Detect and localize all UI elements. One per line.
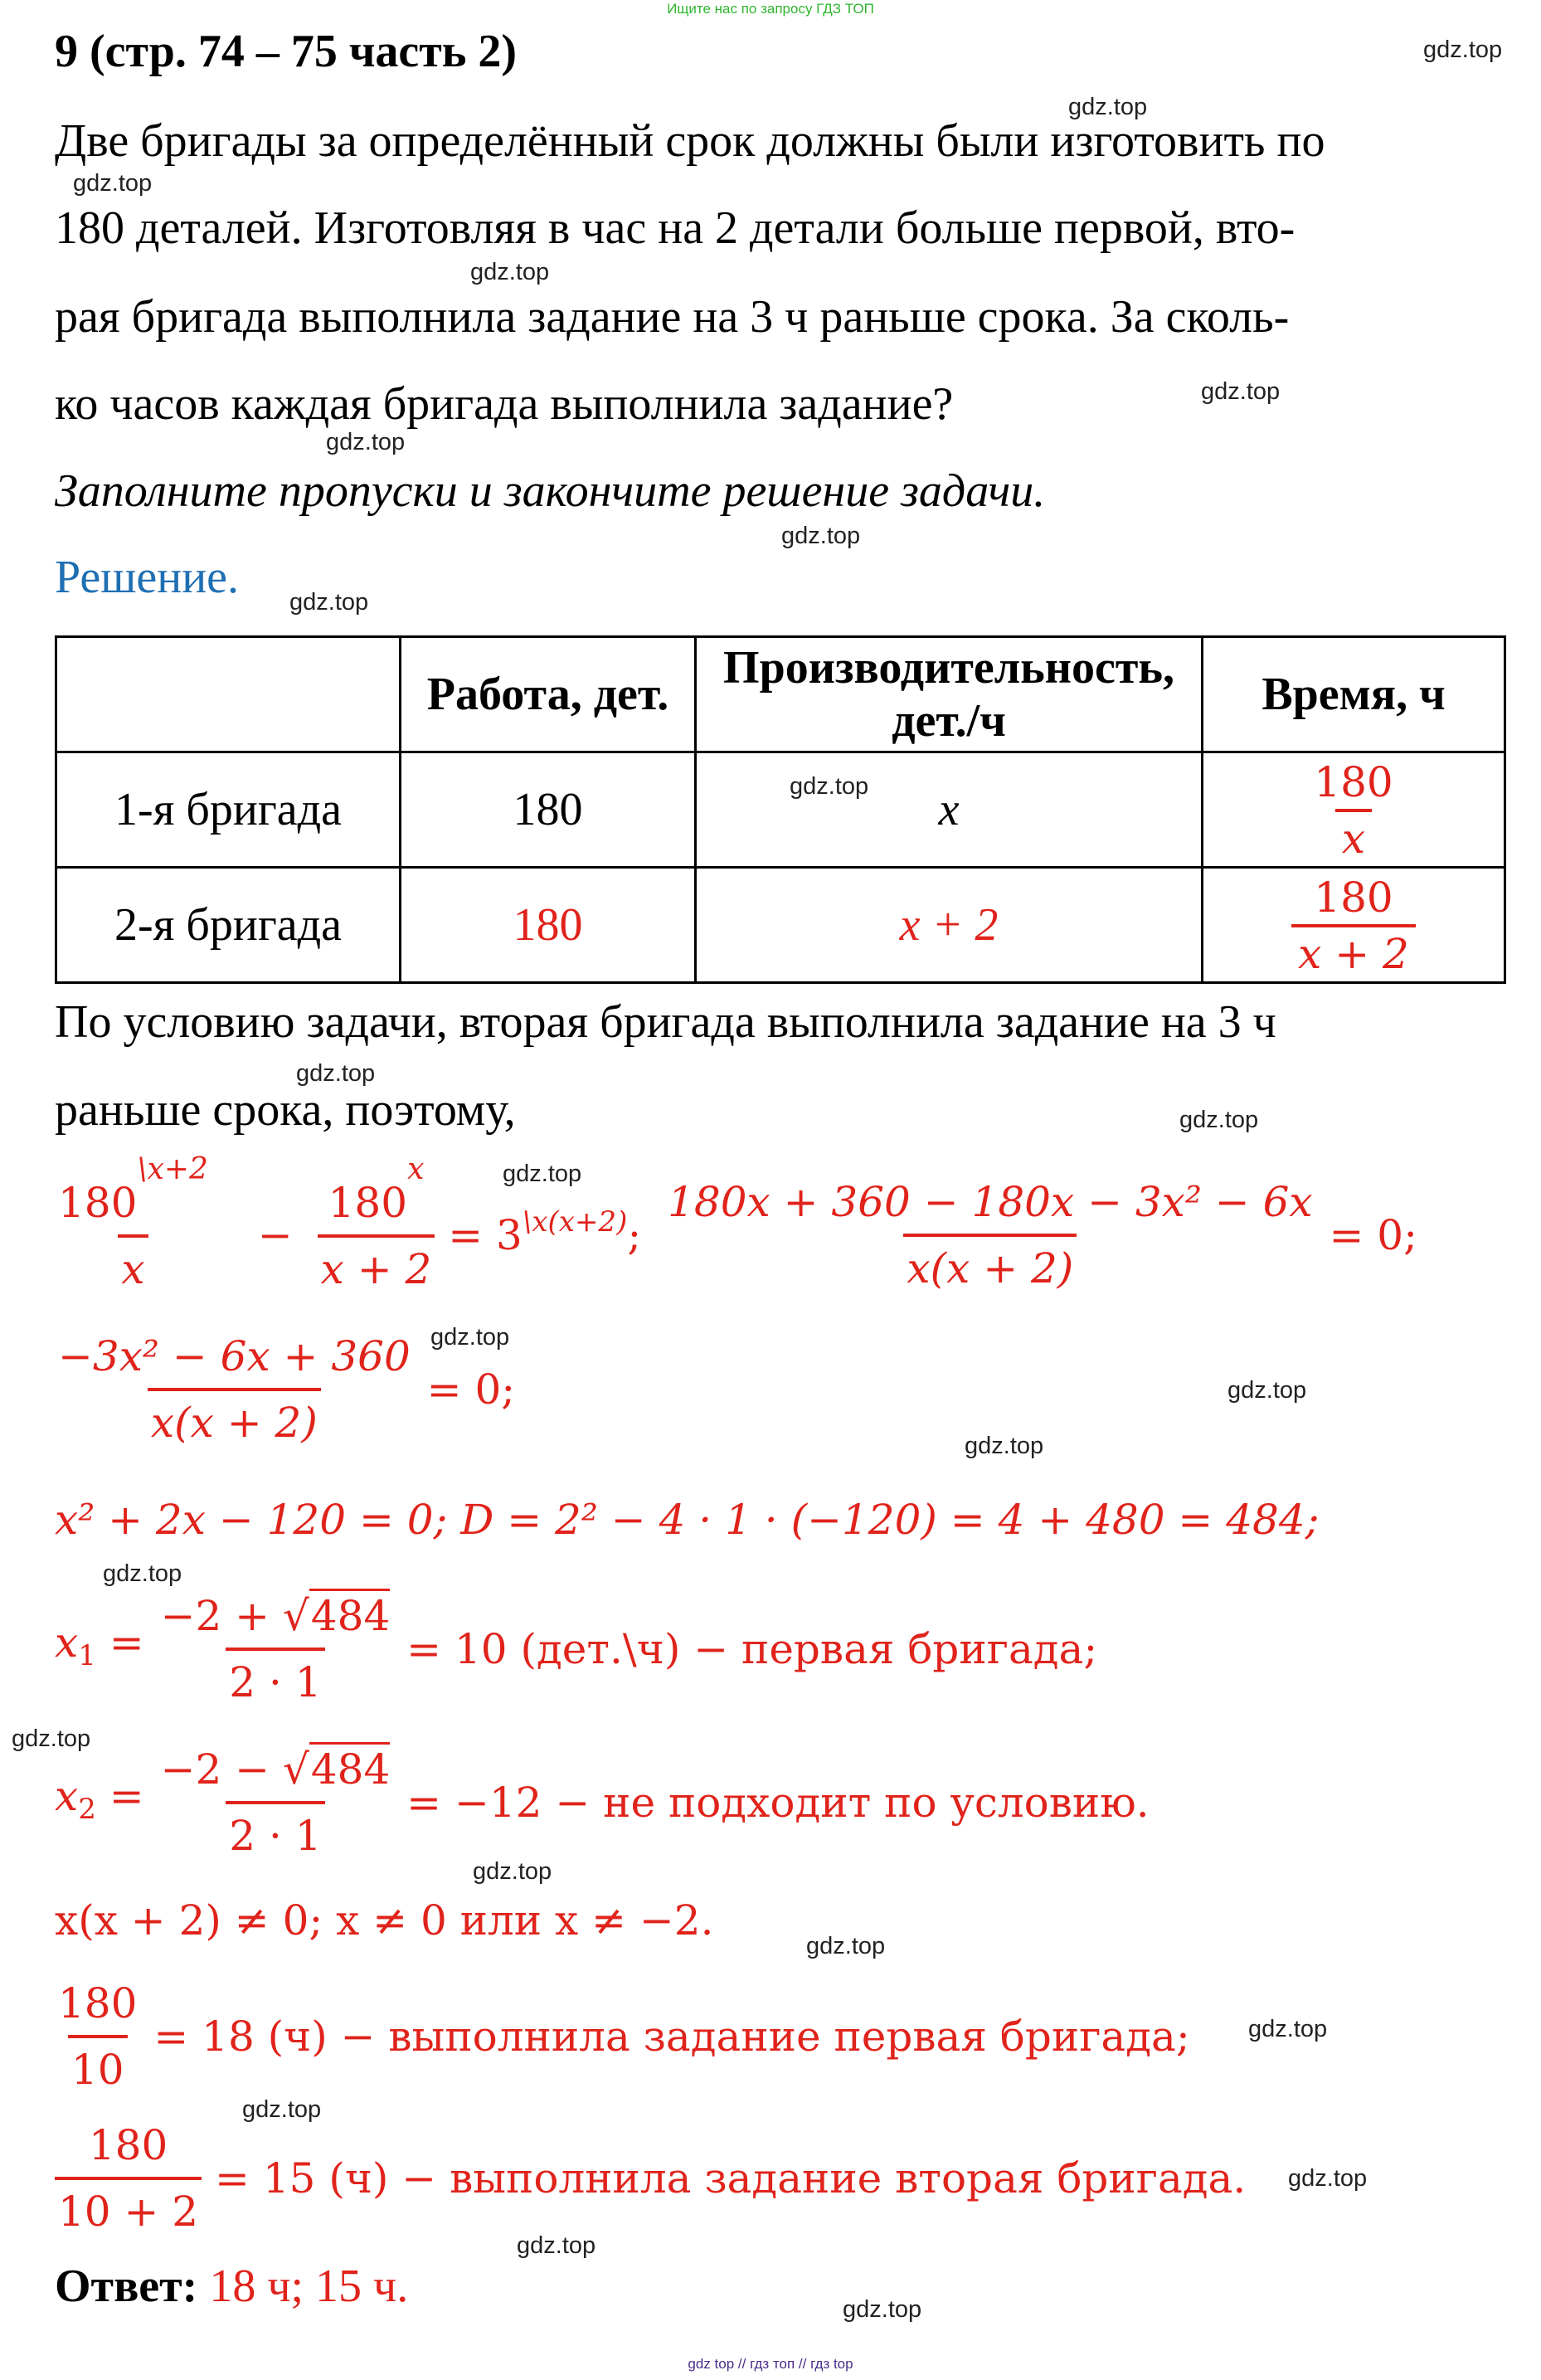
- eq4-num: −2 + √484: [158, 1584, 394, 1648]
- condition-line-2: раньше срока, поэтому,: [55, 1084, 516, 1136]
- eq4-eq: =: [109, 1618, 144, 1667]
- watermark: gdz.top: [326, 429, 406, 455]
- eq1-fraction-1: [55, 1152, 211, 1301]
- problem-line-2: 180 деталей. Изготовляя в час на 2 детали больше первой, вто-: [55, 202, 1296, 254]
- eq4-num-a: −2 +: [160, 1592, 283, 1640]
- watermark: gdz.top: [103, 1560, 182, 1587]
- eq7-tail: = 18 (ч) − выполнила задание первая бригада;: [153, 2013, 1190, 2061]
- table-header-work: [401, 637, 696, 752]
- watermark: gdz.top: [430, 1324, 510, 1351]
- row1-time-fraction: [1307, 756, 1399, 865]
- eq1-f2-den: x + 2: [318, 1234, 435, 1301]
- eq2-num: −3x² − 6x + 360: [58, 1332, 411, 1380]
- row2-time-fraction: [1291, 871, 1416, 981]
- eq1-exp: \x(x+2): [522, 1205, 628, 1239]
- instruction: Заполните пропуски и закончите решение задачи.: [55, 465, 1046, 517]
- header-time-label: Время, ч: [1261, 669, 1446, 720]
- eq8-fraction: [55, 2114, 202, 2243]
- row2-time-den: x + 2: [1291, 924, 1416, 981]
- eq5-sub: 2: [78, 1793, 96, 1826]
- row1-name: 1-я бригада: [56, 752, 401, 868]
- eq1-tail: = 0;: [1329, 1211, 1417, 1259]
- watermark: gdz.top: [503, 1161, 582, 1187]
- row2-name: 2-я бригада: [56, 868, 401, 983]
- data-table: [55, 635, 1506, 984]
- watermark: gdz.top: [1201, 378, 1281, 405]
- eq1-rhs: [448, 1205, 642, 1259]
- table-row: [56, 868, 1505, 983]
- eq1-f2-num: [325, 1152, 428, 1234]
- row2-time-num: 180: [1314, 873, 1393, 922]
- eq5-fraction: [158, 1738, 394, 1867]
- equation-1: [55, 1152, 1417, 1301]
- eq5-num: −2 − √484: [158, 1738, 394, 1801]
- eq8-tail: = 15 (ч) − выполнила задание вторая бригада.: [215, 2154, 1247, 2202]
- eq8-num: 180: [88, 2121, 168, 2169]
- eq1-f3-den: x(x + 2): [903, 1234, 1077, 1300]
- watermark: gdz.top: [1227, 1377, 1307, 1404]
- eq1-f1-num: [55, 1152, 211, 1234]
- eq5-eq: =: [109, 1772, 144, 1820]
- eq1-f3-num: 180x + 360 − 180x − 3x² − 6x: [668, 1178, 1313, 1226]
- eq5-var: x: [55, 1772, 79, 1820]
- eq1-fraction-3: [664, 1171, 1316, 1300]
- header-rate-unit: дет./ч: [892, 695, 1006, 747]
- row1-time: [1203, 752, 1505, 868]
- equation-7: [55, 1972, 1190, 2101]
- header-work-label: Работа, дет.: [426, 669, 669, 720]
- table-row: [56, 752, 1505, 868]
- watermark: gdz.top: [965, 1433, 1044, 1459]
- watermark: gdz.top: [790, 773, 869, 800]
- equation-3: x² + 2x − 120 = 0; D = 2² − 4 · 1 · (−120) = 4 + 480 = 484;: [55, 1496, 1320, 1544]
- row1-rate: x: [696, 752, 1203, 868]
- eq8-den: 10 + 2: [55, 2177, 202, 2243]
- watermark: gdz.top: [843, 2296, 922, 2323]
- row1-time-den: x: [1335, 809, 1372, 865]
- equation-4: [55, 1584, 1097, 1714]
- eq4-fraction: [158, 1584, 394, 1714]
- eq1-eq: = 3: [448, 1211, 523, 1259]
- eq1-f2-exp: x: [407, 1152, 425, 1186]
- watermark: gdz.top: [289, 589, 369, 616]
- row2-work: 180: [401, 868, 696, 983]
- eq1-f1-den: x: [118, 1234, 148, 1301]
- watermark: gdz.top: [73, 170, 153, 197]
- watermark: gdz.top: [473, 1858, 552, 1885]
- watermark: gdz.top: [12, 1725, 91, 1752]
- watermark: gdz.top: [296, 1060, 376, 1087]
- table-header-row: [56, 637, 1505, 752]
- eq5-den: 2 · 1: [226, 1801, 324, 1867]
- eq4-var: x: [55, 1618, 79, 1667]
- condition-line-1: По условию задачи, вторая бригада выполнила задание на 3 ч: [55, 996, 1276, 1048]
- answer-value: 18 ч; 15 ч.: [209, 2261, 409, 2312]
- eq4-sqrt: 484: [309, 1589, 390, 1641]
- answer: [55, 2260, 408, 2313]
- equation-6: x(x + 2) ≠ 0; x ≠ 0 или x ≠ −2.: [55, 1896, 714, 1944]
- row2-rate: x + 2: [696, 868, 1203, 983]
- eq7-den: 10: [68, 2035, 128, 2101]
- table-header-time: [1203, 637, 1505, 752]
- eq5-sqrt: 484: [309, 1742, 390, 1794]
- row2-time: [1203, 868, 1505, 983]
- eq1-minus: −: [257, 1211, 293, 1259]
- eq4-tail: = 10 (дет.\ч) − первая бригада;: [406, 1625, 1098, 1673]
- answer-label: Ответ:: [55, 2261, 198, 2312]
- watermark: gdz.top: [517, 2232, 596, 2259]
- solution-label: Решение.: [55, 552, 240, 603]
- eq2-fraction: [55, 1325, 414, 1454]
- eq1-semi: ;: [627, 1211, 642, 1259]
- page-title: 9 (стр. 74 – 75 часть 2): [55, 26, 518, 77]
- watermark: gdz.top: [1068, 94, 1148, 120]
- eq7-fraction: [55, 1972, 140, 2101]
- problem-line-1: Две бригады за определённый срок должны были изготовить по: [55, 115, 1325, 167]
- eq4-sub: 1: [78, 1639, 96, 1672]
- row1-work: 180: [401, 752, 696, 868]
- top-note: Ищите нас по запросу ГДЗ ТОП: [667, 1, 874, 17]
- eq4-lhs: [55, 1618, 144, 1672]
- eq1-f1-num-text: 180: [58, 1179, 138, 1227]
- watermark: gdz.top: [1288, 2165, 1368, 2192]
- eq2-den: x(x + 2): [148, 1388, 321, 1454]
- watermark: gdz.top: [470, 259, 550, 285]
- watermark: gdz.top: [1179, 1107, 1259, 1133]
- row1-time-num: 180: [1314, 757, 1393, 806]
- header-rate-label: Производительность,: [723, 642, 1174, 694]
- eq5-tail: = −12 − не подходит по условию.: [406, 1779, 1150, 1827]
- eq1-f2-num-text: 180: [328, 1179, 408, 1227]
- equation-8: [55, 2114, 1246, 2243]
- table-header-empty: [56, 637, 401, 752]
- footer: gdz top // гдз топ // гдз top: [688, 2356, 853, 2372]
- eq7-num: 180: [58, 1979, 138, 2027]
- watermark: gdz.top: [806, 1933, 886, 1959]
- watermark: gdz.top: [1423, 37, 1503, 63]
- problem-line-4: ко часов каждая бригада выполнила задание?: [55, 378, 954, 430]
- table-header-rate: [696, 637, 1203, 752]
- eq5-lhs: [55, 1772, 144, 1826]
- problem-line-3: рая бригада выполнила задание на 3 ч раньше срока. За сколь-: [55, 291, 1290, 343]
- watermark: gdz.top: [781, 523, 861, 549]
- eq1-f1-exp: \x+2: [137, 1152, 208, 1186]
- eq1-fraction-2: [318, 1152, 435, 1301]
- equation-5: [55, 1738, 1150, 1867]
- watermark: gdz.top: [1248, 2016, 1328, 2042]
- watermark: gdz.top: [242, 2096, 322, 2123]
- eq4-den: 2 · 1: [226, 1648, 324, 1714]
- eq5-num-a: −2 −: [160, 1745, 283, 1794]
- eq2-tail: = 0;: [426, 1365, 516, 1414]
